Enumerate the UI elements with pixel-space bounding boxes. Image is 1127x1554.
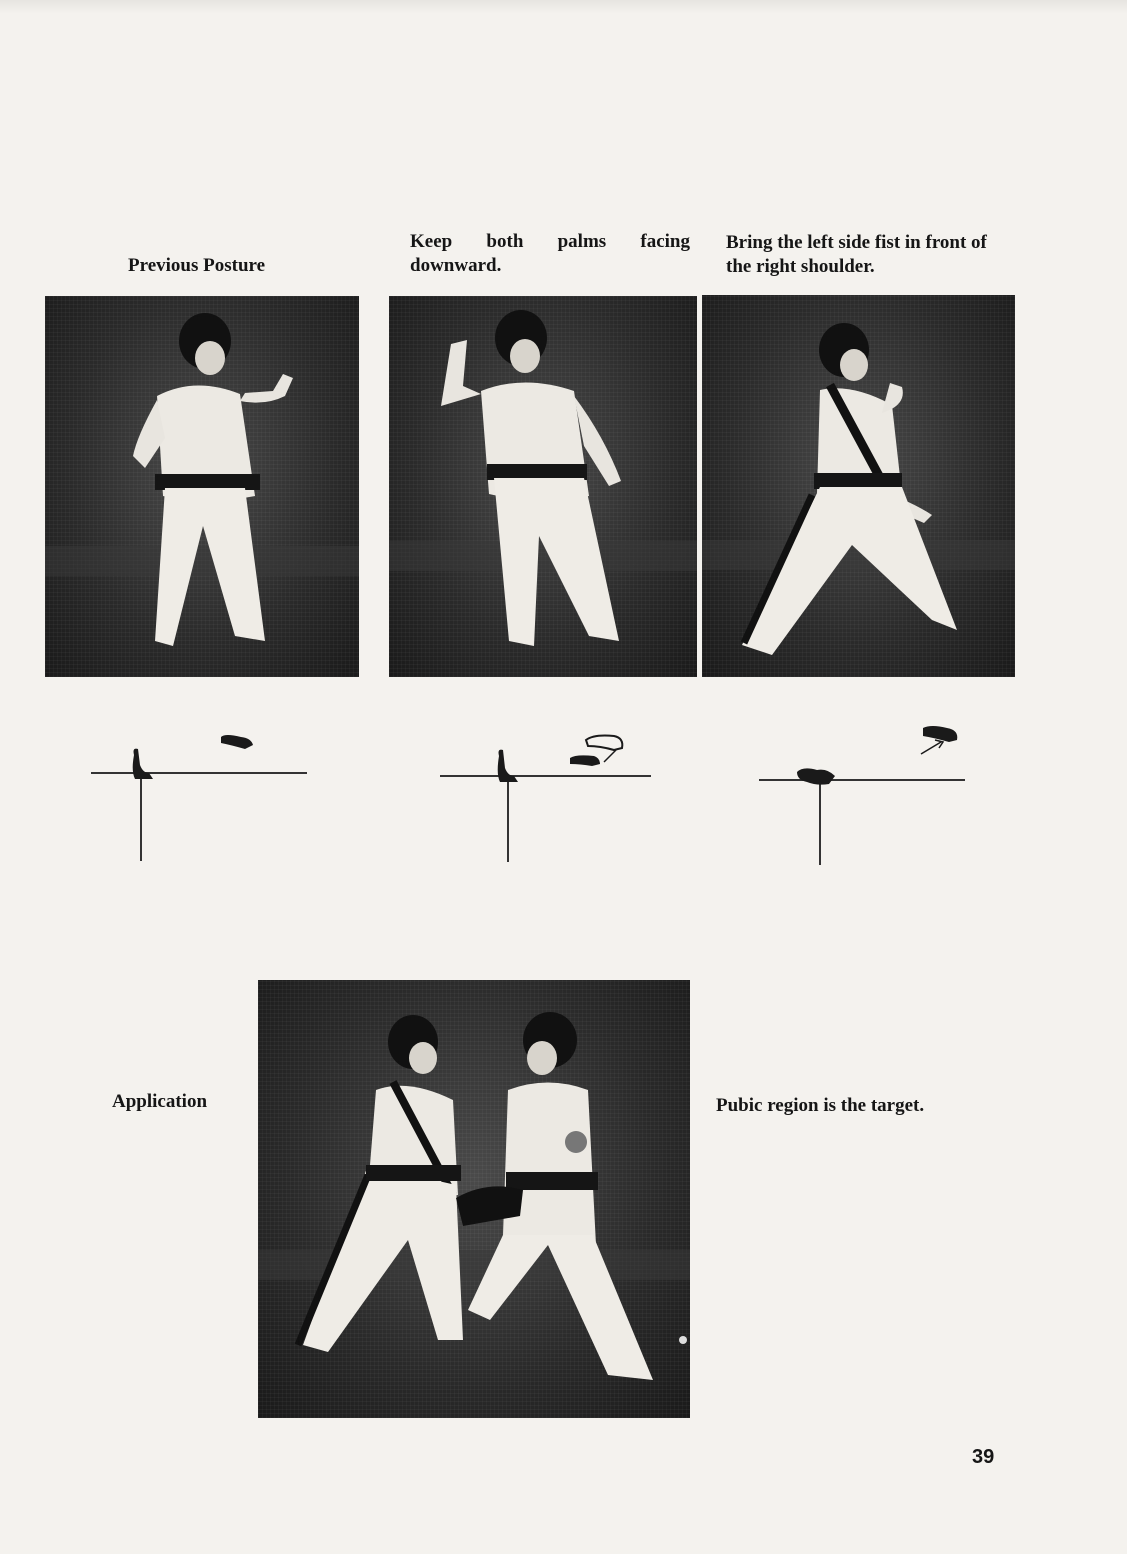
figure-application (258, 980, 690, 1418)
arrow-icon (604, 750, 616, 762)
foot-icon (570, 755, 600, 766)
page-top-edge (0, 0, 1127, 14)
photo-previous-posture (45, 296, 359, 677)
stance-diagram-previous (85, 725, 315, 870)
figure-previous-posture (45, 296, 359, 677)
foot-icon (133, 749, 153, 779)
foot-outline-icon (586, 736, 622, 751)
arrow-icon (921, 740, 943, 754)
caption-step1: Keep both palms facing downward. (410, 231, 690, 276)
photo-application (258, 980, 690, 1418)
foot-icon (221, 735, 253, 749)
foot-icon (923, 726, 957, 742)
caption-previous-posture: Previous Posture (128, 255, 266, 276)
stance-diagram-step1 (436, 730, 666, 870)
foot-icon (498, 750, 518, 782)
photo-step2 (702, 295, 1015, 677)
photo-step1 (389, 296, 697, 677)
figure-step1 (389, 296, 697, 677)
page-number: 39 (972, 1446, 995, 1468)
caption-application: Application (112, 1091, 208, 1112)
caption-step2: Bring the left side fist in front of the right shoulder. (726, 232, 987, 277)
foot-icon (797, 768, 835, 784)
stance-diagram-step2 (755, 720, 975, 870)
caption-target: Pubic region is the target. (716, 1095, 925, 1116)
figure-step2 (702, 295, 1015, 677)
